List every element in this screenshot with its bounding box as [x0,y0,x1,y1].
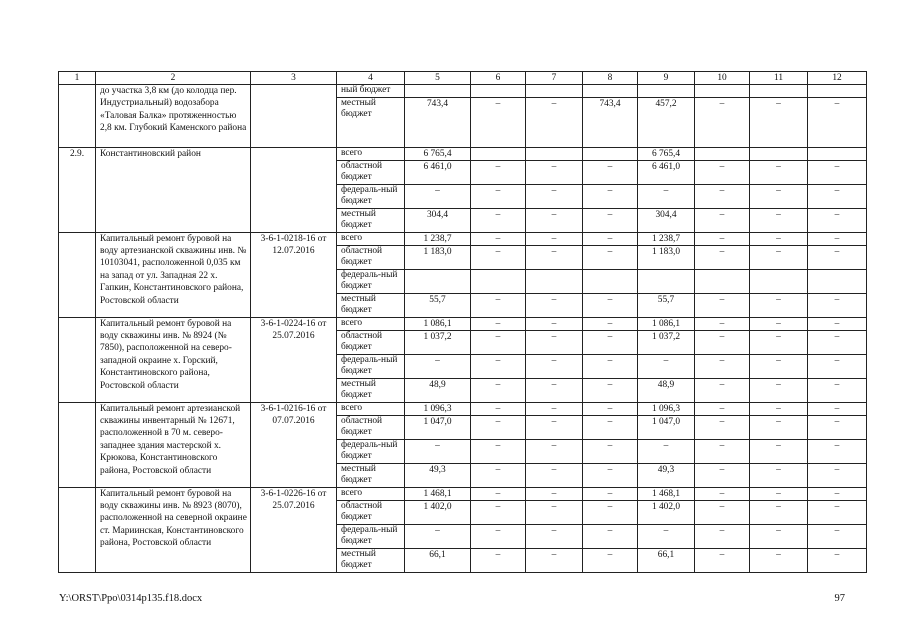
amount-cell: – [526,415,583,439]
funding-source: областной бюджет [337,245,405,269]
column-header: 6 [471,72,526,85]
amount-cell [526,269,583,293]
amount-cell: 49,3 [638,463,695,487]
amount-cell: – [695,463,750,487]
amount-cell: – [526,245,583,269]
amount-cell: 55,7 [638,293,695,317]
column-header: 5 [405,72,471,85]
amount-cell: – [471,232,526,245]
amount-cell: 48,9 [405,378,471,402]
amount-cell: – [526,160,583,184]
amount-cell: – [808,463,867,487]
item-number [59,402,96,487]
amount-cell: – [583,500,638,524]
amount-cell: 6 765,4 [405,147,471,160]
amount-cell: 304,4 [405,208,471,232]
amount-cell: – [471,487,526,500]
amount-cell: – [526,293,583,317]
amount-cell [526,85,583,98]
amount-cell [750,147,808,160]
amount-cell: – [583,184,638,208]
object-name: Константиновский район [96,147,251,232]
amount-cell: 743,4 [583,97,638,147]
amount-cell: – [526,208,583,232]
funding-source: федераль-ный бюджет [337,439,405,463]
amount-cell: – [808,500,867,524]
amount-cell: – [526,439,583,463]
amount-cell: 1 468,1 [638,487,695,500]
amount-cell: – [583,160,638,184]
column-header: 9 [638,72,695,85]
amount-cell: – [695,548,750,572]
amount-cell: – [471,378,526,402]
amount-cell: – [695,402,750,415]
amount-cell [695,269,750,293]
amount-cell: 1 086,1 [405,317,471,330]
amount-cell: – [695,184,750,208]
document-code: 3-6-1-0218-16 от 12.07.2016 [251,232,337,317]
amount-cell: 6 765,4 [638,147,695,160]
amount-cell: – [695,232,750,245]
funding-source: всего [337,232,405,245]
funding-source: федераль-ный бюджет [337,354,405,378]
amount-cell [638,269,695,293]
item-number [59,487,96,572]
funding-source: областной бюджет [337,330,405,354]
funding-source: федераль-ный бюджет [337,184,405,208]
amount-cell: 48,9 [638,378,695,402]
amount-cell: – [583,317,638,330]
amount-cell: – [638,524,695,548]
item-number [59,317,96,402]
amount-cell: – [471,354,526,378]
amount-cell: – [750,463,808,487]
amount-cell: – [750,487,808,500]
amount-cell: – [471,184,526,208]
amount-cell: – [750,378,808,402]
column-header-row [59,72,867,85]
amount-cell: 1 238,7 [638,232,695,245]
column-header: 7 [526,72,583,85]
amount-cell: – [750,208,808,232]
table-row [59,487,867,500]
amount-cell: 743,4 [405,97,471,147]
table-row [59,147,867,160]
amount-cell: – [808,160,867,184]
amount-cell: – [808,439,867,463]
column-header: 4 [337,72,405,85]
amount-cell: – [808,97,867,147]
amount-cell [750,85,808,98]
amount-cell: – [750,439,808,463]
amount-cell [750,269,808,293]
amount-cell: – [526,97,583,147]
amount-cell: – [583,402,638,415]
amount-cell: 1 086,1 [638,317,695,330]
amount-cell: – [471,317,526,330]
table-row [59,317,867,330]
amount-cell [583,269,638,293]
amount-cell: – [526,463,583,487]
item-number: 2.9. [59,147,96,232]
amount-cell: 1 402,0 [638,500,695,524]
amount-cell: – [583,208,638,232]
amount-cell: – [471,463,526,487]
amount-cell: – [471,402,526,415]
amount-cell: – [638,354,695,378]
funding-source: местный бюджет [337,97,405,147]
object-name: Капитальный ремонт буровой на воду скважины инв. № 8923 (8070), расположенной на северной окраине ст. Мариинская, Константиновского района, Ростовской области [96,487,251,572]
amount-cell: – [695,524,750,548]
amount-cell: – [471,524,526,548]
amount-cell [695,85,750,98]
table-row [59,402,867,415]
amount-cell [471,147,526,160]
amount-cell [405,85,471,98]
amount-cell: – [471,415,526,439]
amount-cell: – [695,354,750,378]
amount-cell: – [750,354,808,378]
item-number [59,85,96,148]
page-number: 97 [834,593,845,604]
amount-cell [583,147,638,160]
amount-cell: – [526,354,583,378]
amount-cell: – [808,378,867,402]
amount-cell: – [583,487,638,500]
amount-cell: – [471,548,526,572]
amount-cell: – [750,232,808,245]
amount-cell: – [526,402,583,415]
amount-cell: 49,3 [405,463,471,487]
amount-cell: 1 183,0 [405,245,471,269]
funding-source: всего [337,487,405,500]
amount-cell: – [471,439,526,463]
amount-cell: – [405,524,471,548]
amount-cell: – [695,500,750,524]
amount-cell: – [808,354,867,378]
amount-cell: – [750,330,808,354]
amount-cell: – [695,317,750,330]
funding-source: местный бюджет [337,548,405,572]
amount-cell: 6 461,0 [405,160,471,184]
amount-cell: – [471,330,526,354]
amount-cell: – [583,524,638,548]
amount-cell: – [750,415,808,439]
amount-cell: 1 402,0 [405,500,471,524]
funding-source: местный бюджет [337,463,405,487]
amount-cell: 1 096,3 [638,402,695,415]
amount-cell: – [750,402,808,415]
amount-cell: – [471,208,526,232]
amount-cell: – [808,232,867,245]
amount-cell: 304,4 [638,208,695,232]
amount-cell: 66,1 [405,548,471,572]
funding-source: федераль-ный бюджет [337,524,405,548]
amount-cell [808,147,867,160]
amount-cell: – [750,160,808,184]
amount-cell [638,85,695,98]
amount-cell [808,85,867,98]
funding-source: местный бюджет [337,293,405,317]
amount-cell: – [638,439,695,463]
column-header: 2 [96,72,251,85]
amount-cell: – [808,184,867,208]
table-row [59,232,867,245]
object-name: Капитальный ремонт буровой на воду артезианской скважины инв. № 10103041, расположенной 0,035 км на запад от ул. Западная 22 х. Гапкин, Константиновского района, Ростовской области [96,232,251,317]
amount-cell: – [695,293,750,317]
amount-cell: 1 037,2 [638,330,695,354]
funding-source: местный бюджет [337,378,405,402]
amount-cell [471,85,526,98]
amount-cell: – [750,524,808,548]
column-header: 12 [808,72,867,85]
amount-cell: – [808,402,867,415]
amount-cell: – [526,487,583,500]
amount-cell: – [808,245,867,269]
amount-cell: – [405,439,471,463]
amount-cell: – [808,415,867,439]
amount-cell: – [750,245,808,269]
amount-cell: – [526,548,583,572]
amount-cell: – [526,500,583,524]
document-path: Y:\ORST\Ppo\0314p135.f18.docx [59,593,203,604]
amount-cell: – [750,548,808,572]
amount-cell: 1 183,0 [638,245,695,269]
amount-cell: – [638,184,695,208]
funding-source: местный бюджет [337,208,405,232]
amount-cell [583,85,638,98]
amount-cell: – [808,487,867,500]
document-code [251,85,337,148]
funding-source: областной бюджет [337,500,405,524]
object-name: до участка 3,8 км (до колодца пер. Индустриальный) водозабора «Таловая Балка» протяженностью 2,8 км. Глубокий Каменского района [96,85,251,148]
amount-cell: – [526,378,583,402]
amount-cell: 1 238,7 [405,232,471,245]
amount-cell: 457,2 [638,97,695,147]
amount-cell: 1 096,3 [405,402,471,415]
amount-cell: – [695,208,750,232]
amount-cell: – [583,232,638,245]
column-header: 8 [583,72,638,85]
amount-cell: – [583,415,638,439]
amount-cell [526,147,583,160]
amount-cell: – [583,548,638,572]
amount-cell [405,269,471,293]
amount-cell: – [583,463,638,487]
amount-cell: – [695,97,750,147]
document-code: 3-6-1-0226-16 от 25.07.2016 [251,487,337,572]
amount-cell [808,269,867,293]
funding-source: областной бюджет [337,160,405,184]
amount-cell: – [583,245,638,269]
amount-cell: – [526,524,583,548]
amount-cell: – [695,487,750,500]
amount-cell: – [750,317,808,330]
amount-cell: – [750,184,808,208]
object-name: Капитальный ремонт артезианской скважины инвентарный № 12671, расположенной в 70 м. северо-западнее здания мастерской х. Крюкова, Константиновского района, Ростовской области [96,402,251,487]
amount-cell: – [471,160,526,184]
item-number [59,232,96,317]
amount-cell: – [808,293,867,317]
column-header: 11 [750,72,808,85]
amount-cell: – [695,245,750,269]
amount-cell: – [405,184,471,208]
amount-cell: – [526,330,583,354]
amount-cell: – [695,378,750,402]
amount-cell: – [583,439,638,463]
amount-cell: – [471,293,526,317]
amount-cell: – [471,245,526,269]
amount-cell: 1 468,1 [405,487,471,500]
amount-cell: 6 461,0 [638,160,695,184]
amount-cell: 55,7 [405,293,471,317]
amount-cell: – [750,293,808,317]
budget-table [58,71,867,573]
amount-cell: 66,1 [638,548,695,572]
amount-cell: – [526,317,583,330]
amount-cell: – [405,354,471,378]
amount-cell: – [808,317,867,330]
amount-cell: 1 047,0 [638,415,695,439]
amount-cell: – [808,548,867,572]
amount-cell: 1 047,0 [405,415,471,439]
amount-cell: – [750,500,808,524]
amount-cell: – [583,293,638,317]
amount-cell: – [526,232,583,245]
amount-cell: – [695,330,750,354]
amount-cell: – [695,160,750,184]
amount-cell: – [808,524,867,548]
amount-cell: – [695,439,750,463]
funding-source: ный бюджет [337,85,405,98]
funding-source: всего [337,147,405,160]
document-code: 3-6-1-0224-16 от 25.07.2016 [251,317,337,402]
amount-cell: 1 037,2 [405,330,471,354]
amount-cell: – [583,354,638,378]
amount-cell: – [583,330,638,354]
document-code [251,147,337,232]
amount-cell: – [526,184,583,208]
amount-cell: – [808,208,867,232]
amount-cell [471,269,526,293]
column-header: 1 [59,72,96,85]
funding-source: всего [337,317,405,330]
amount-cell: – [695,415,750,439]
amount-cell: – [471,500,526,524]
document-code: 3-6-1-0216-16 от 07.07.2016 [251,402,337,487]
amount-cell [695,147,750,160]
funding-source: областной бюджет [337,415,405,439]
funding-source: федераль-ный бюджет [337,269,405,293]
table-row [59,85,867,98]
column-header: 10 [695,72,750,85]
object-name: Капитальный ремонт буровой на воду скважины инв. № 8924 (№ 7850), расположенной на северо-западной окраине х. Горский, Константиновского района, Ростовской области [96,317,251,402]
amount-cell: – [750,97,808,147]
column-header: 3 [251,72,337,85]
amount-cell: – [471,97,526,147]
amount-cell: – [583,378,638,402]
funding-source: всего [337,402,405,415]
amount-cell: – [808,330,867,354]
